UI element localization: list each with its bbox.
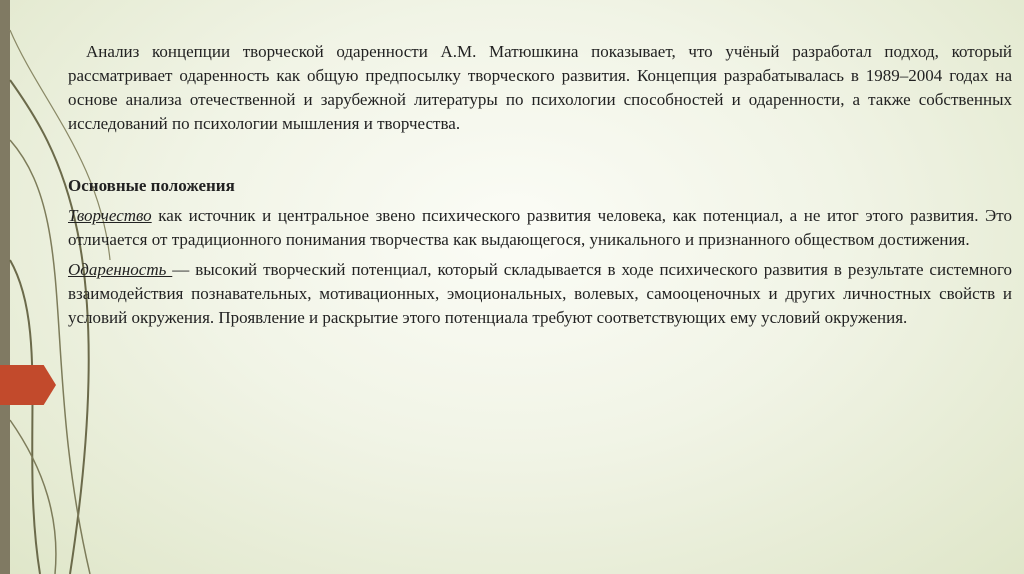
creativity-paragraph: [68, 204, 1012, 252]
section-heading: Основные положения: [68, 176, 235, 195]
intro-paragraph: Анализ концепции творческой одаренности А.М. Матюшкина показывает, что учёный разработал подход, который рассматривает одаренность как общую предпосылку творческого развития. Концепция разрабатывалась в 1989–2004 годах на основе анализа отечественной и зарубежной литературы по психологии способностей и одаренности, а также собственных исследований по психологии мышления и творчества.: [68, 42, 1012, 133]
creativity-term: Творчество: [68, 206, 152, 225]
creativity-text: как источник и центральное звено психического развития человека, как потенциал, а не итог этого развития. Это отличается от традиционного понимания творчества как выдающегося, уникального и признанного обществом достижения.: [68, 206, 1012, 249]
giftedness-text: — высокий творческий потенциал, который складывается в ходе психического развития в результате системного взаимодействия познавательных, мотивационных, эмоциональных, волевых, самооценочных и других личностных свойств и условий окружения. Проявление и раскрытие этого потенциала требуют соответствующих ему условий окружения.: [68, 260, 1012, 327]
slide-content: [68, 40, 1012, 330]
giftedness-term: Одаренность: [68, 260, 173, 279]
giftedness-paragraph: [68, 258, 1012, 330]
